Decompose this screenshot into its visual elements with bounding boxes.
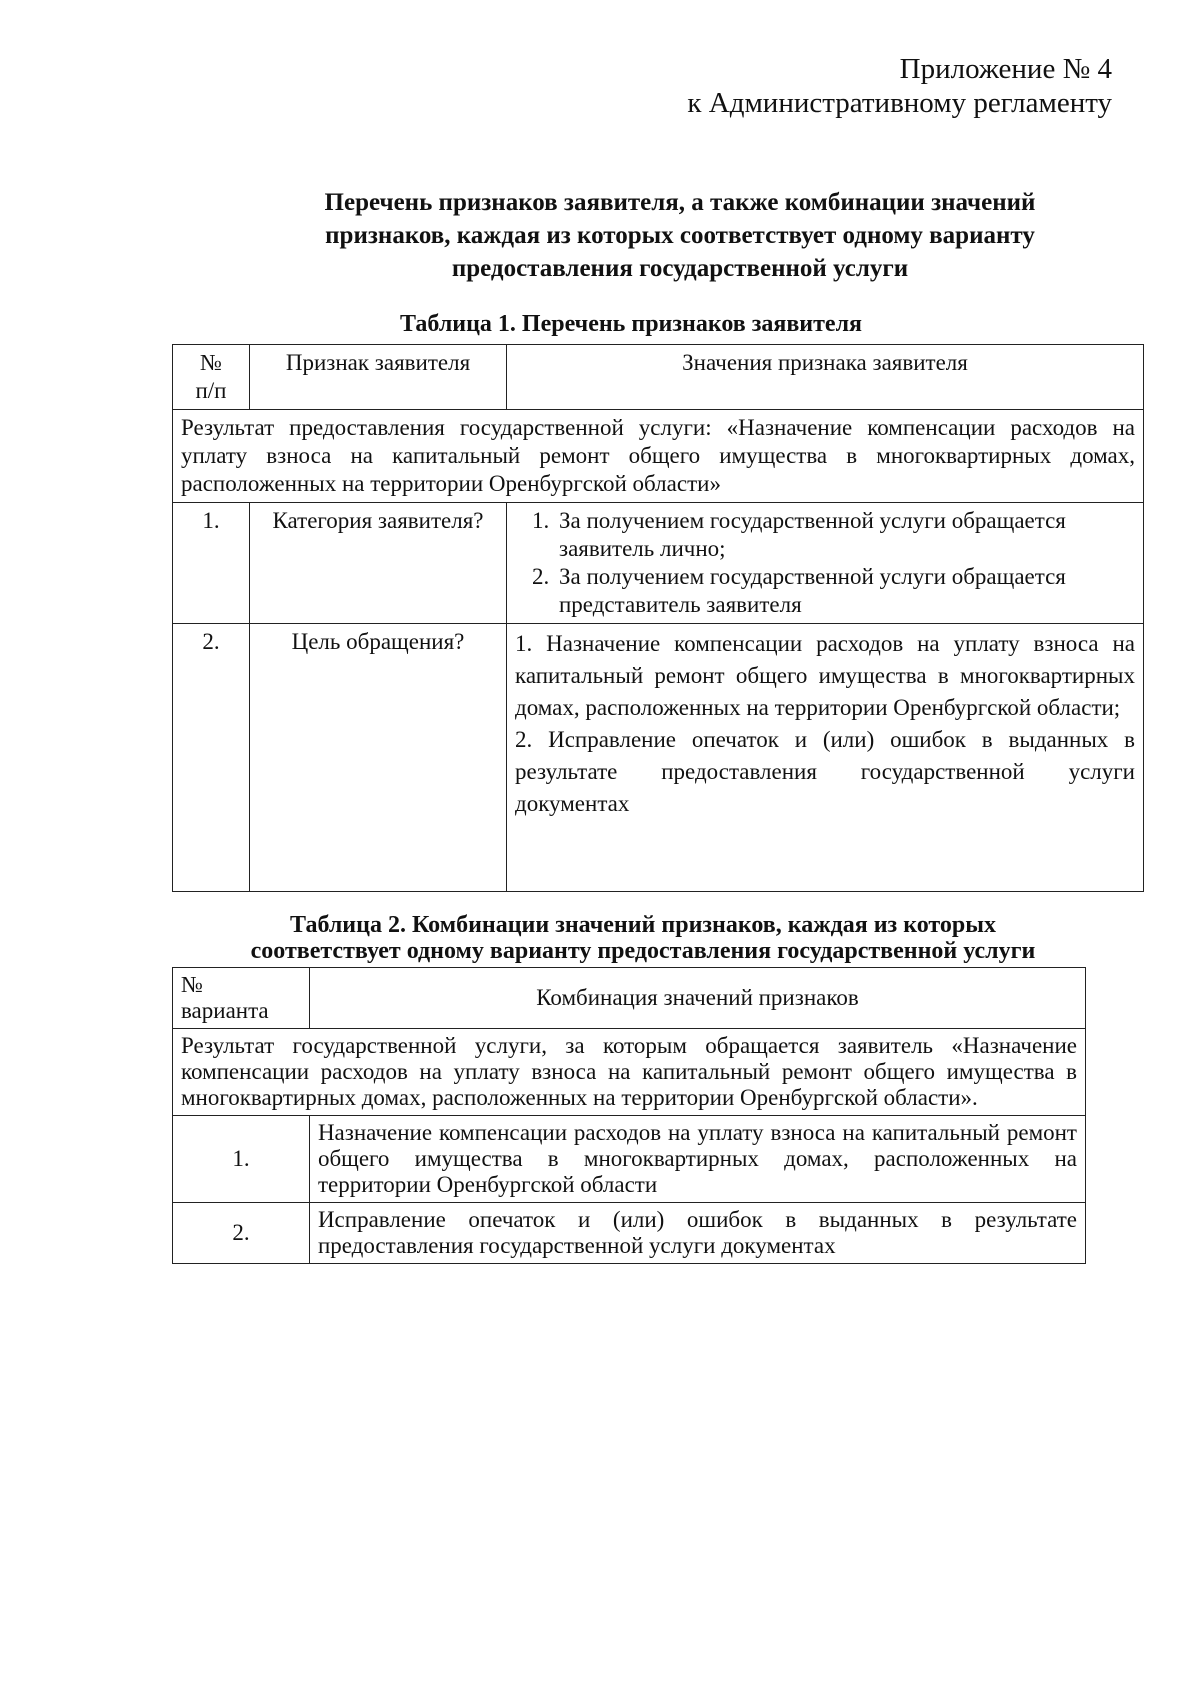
values-list [515,507,1135,619]
row-values [507,503,1144,624]
header-num-label: варианта [181,998,269,1023]
table2-header-row [173,968,1086,1029]
sign-combinations-table [172,967,1086,1264]
table1-header-sign: Признак заявителя [250,345,507,410]
table1-header-values: Значения признака заявителя [507,345,1144,410]
table2-caption-line-2: соответствует одному варианту предоставления государственной услуги [250,938,1036,964]
appendix-number: Приложение № 4 [899,53,1112,85]
title-line-1: Перечень признаков заявителя, а также комбинации значений [324,189,1036,216]
table-row [173,503,1144,624]
row-sign: Категория заявителя? [250,503,507,624]
variant-combination: Назначение компенсации расходов на уплату взноса на капитальный ремонт общего имущества в многоквартирных домах, расположенных на территории Оренбургской области [309,1116,1085,1203]
table2-caption-line-1: Таблица 2. Комбинации значений признаков, каждая из которых [290,912,996,938]
applicant-signs-table [172,344,1144,892]
row-number: 2. [173,624,250,892]
table-row [173,1116,1086,1203]
list-item: 2. За получением государственной услуги обращается представитель заявителя [555,563,1135,619]
title-line-3: предоставления государственной услуги [451,255,909,282]
row-sign: Цель обращения? [250,624,507,892]
table2-result-row [173,1029,1086,1116]
list-item: 1. Назначение компенсации расходов на уплату взноса на капитальный ремонт общего имущества в многоквартирных домах, расположенных на территории Оренбургской области; [515,631,1135,720]
appendix-header [687,52,1112,120]
table2-caption [172,912,1114,964]
row-number: 1. [173,503,250,624]
list-item: 1. За получением государственной услуги обращается заявитель лично; [555,507,1135,563]
header-num-abbr: п/п [195,378,227,403]
title-line-2: признаков, каждая из которых соответствует одному варианту [325,222,1035,249]
table1-caption: Таблица 1. Перечень признаков заявителя [400,311,863,337]
variant-combination: Исправление опечаток и (или) ошибок в выданных в результате предоставления государственной услуги документах [309,1203,1085,1264]
appendix-reference: к Административному регламенту [687,87,1112,119]
table-row [173,1203,1086,1264]
row-values [507,624,1144,892]
table2-header-num [173,968,310,1029]
table1-result-row [173,410,1144,503]
variant-number: 1. [173,1116,310,1203]
variant-number: 2. [173,1203,310,1264]
table2-header-combo: Комбинация значений признаков [309,968,1085,1029]
document-title [280,186,1080,285]
table1-result-cell: Результат предоставления государственной услуги: «Назначение компенсации расходов на уплату взноса на капитальный ремонт общего имущества в многоквартирных домах, расположенных на территории Оренбургской области» [173,410,1144,503]
table2-result-cell: Результат государственной услуги, за которым обращается заявитель «Назначение компенсации расходов на уплату взноса на капитальный ремонт общего имущества в многоквартирных домах, расположенных на территории Оренбургской области». [173,1029,1086,1116]
list-item: 2. Исправление опечаток и (или) ошибок в выданных в результате предоставления государственной услуги документах [515,727,1135,816]
table1-header-row [173,345,1144,410]
table-row [173,624,1144,892]
table1-header-num [173,345,250,410]
header-num-symbol: № [181,972,203,997]
header-num-symbol: № [200,350,222,375]
